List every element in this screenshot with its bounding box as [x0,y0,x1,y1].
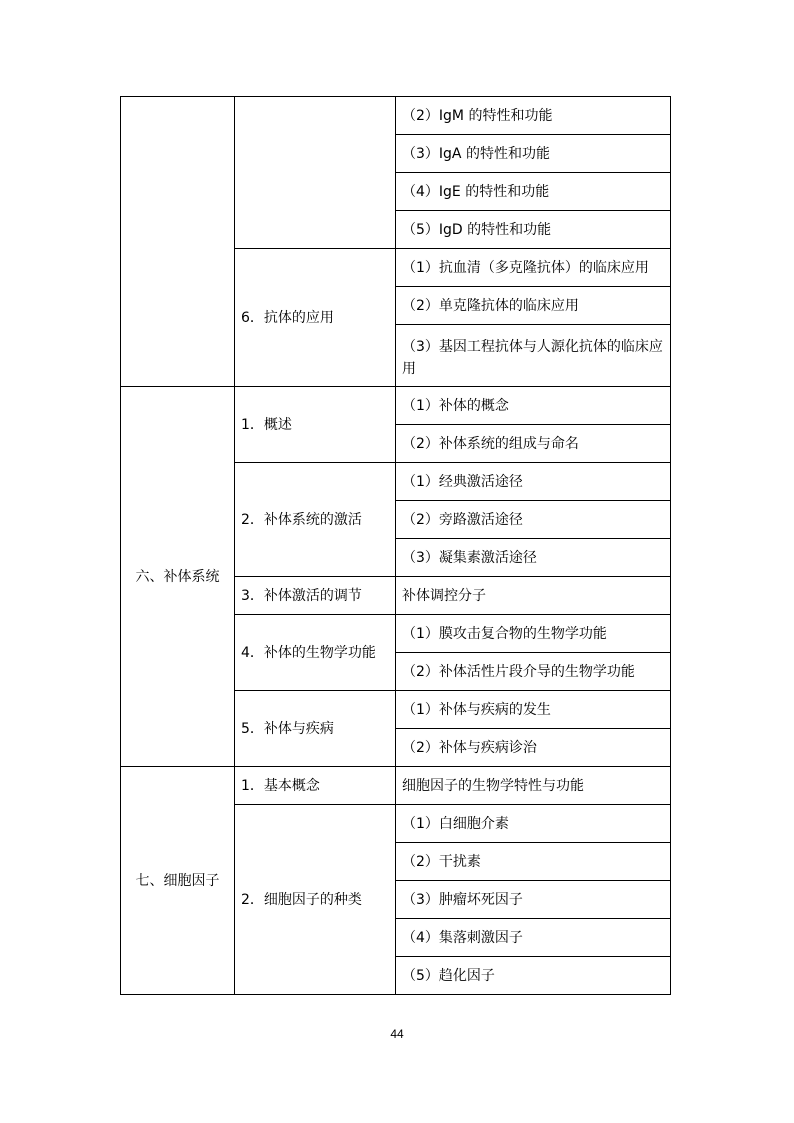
page-number: 44 [390,1027,404,1041]
section-title: 六、补体系统 [121,387,235,767]
topic-item: （2）单克隆抗体的临床应用 [396,287,671,325]
topic-label: 6．抗体的应用 [235,249,396,387]
topic-label: 2．细胞因子的种类 [235,805,396,995]
topic-item: （2）干扰素 [396,843,671,881]
topic-item: （1）白细胞介素 [396,805,671,843]
section-title [121,97,235,387]
topic-item: （2）补体活性片段介导的生物学功能 [396,653,671,691]
topic-item: （1）抗血清（多克隆抗体）的临床应用 [396,249,671,287]
topic-item: （2）旁路激活途径 [396,501,671,539]
topic-label: 5．补体与疾病 [235,691,396,767]
syllabus-table [120,96,671,995]
topic-item: （5）趋化因子 [396,957,671,995]
topic-label: 3．补体激活的调节 [235,577,396,615]
table-row [121,97,671,135]
topic-label: 1．基本概念 [235,767,396,805]
table-row [121,767,671,805]
topic-item: （2）补体系统的组成与命名 [396,425,671,463]
topic-item: （3）基因工程抗体与人源化抗体的临床应用 [396,325,671,387]
topic-item: （1）经典激活途径 [396,463,671,501]
topic-item: （1）补体的概念 [396,387,671,425]
section-title: 七、细胞因子 [121,767,235,995]
topic-item: （2）补体与疾病诊治 [396,729,671,767]
topic-label [235,97,396,249]
topic-item: 细胞因子的生物学特性与功能 [396,767,671,805]
topic-label: 4．补体的生物学功能 [235,615,396,691]
topic-item: （2）IgM 的特性和功能 [396,97,671,135]
table-row [121,387,671,425]
topic-item: （5）IgD 的特性和功能 [396,211,671,249]
topic-item: （3）IgA 的特性和功能 [396,135,671,173]
topic-item: （3）肿瘤坏死因子 [396,881,671,919]
topic-item: 补体调控分子 [396,577,671,615]
topic-item: （4）IgE 的特性和功能 [396,173,671,211]
topic-item: （3）凝集素激活途径 [396,539,671,577]
topic-item: （1）补体与疾病的发生 [396,691,671,729]
topic-label: 2．补体系统的激活 [235,463,396,577]
topic-label: 1．概述 [235,387,396,463]
topic-item: （4）集落刺激因子 [396,919,671,957]
topic-item: （1）膜攻击复合物的生物学功能 [396,615,671,653]
